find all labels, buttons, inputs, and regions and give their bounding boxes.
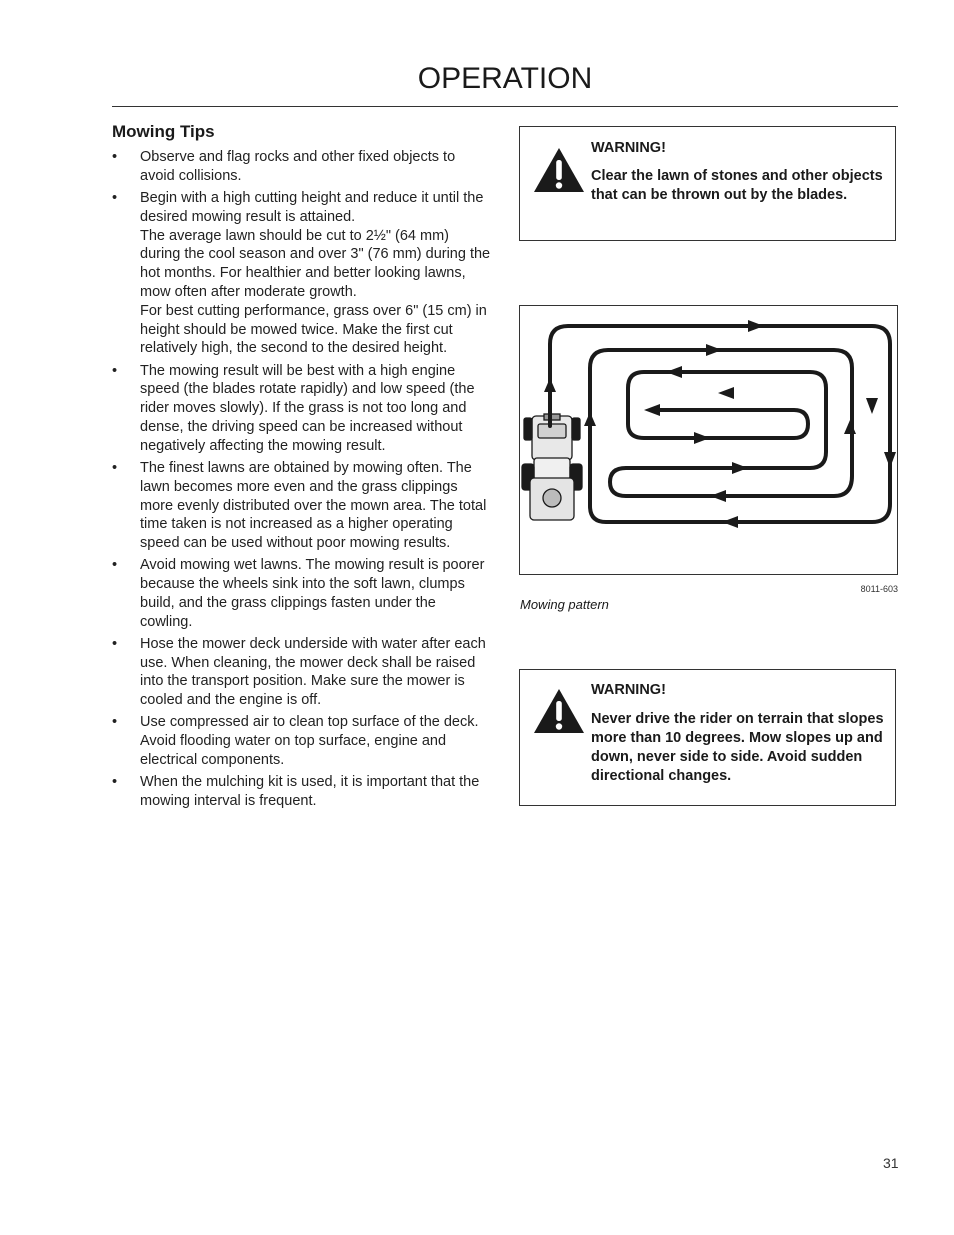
list-item: [112, 773, 492, 811]
bullet-icon: •: [112, 774, 118, 791]
arrow-left-icon: [710, 490, 726, 502]
bullet-icon: •: [112, 362, 118, 379]
arrow-down-icon: [866, 398, 878, 414]
header-divider: [112, 106, 898, 107]
list-item-text: Observe and flag rocks and other fixed objects to avoid collisions.: [140, 149, 456, 184]
bullet-icon: •: [112, 557, 118, 574]
list-item-text: For best cutting performance, grass over 6" (15 cm) in height should be mowed twice. Make the first cut relatively high, the second to the desired height.: [140, 302, 487, 357]
figure-caption: Mowing pattern: [520, 597, 609, 612]
warning-box-slopes: [519, 669, 896, 806]
mowing-pattern-diagram: [520, 306, 896, 573]
section-title: Mowing Tips: [112, 122, 215, 141]
warning-box-stones: [519, 126, 896, 241]
list-item-text: The mowing result will be best with a high engine speed (the blades rotate rapidly) and low speed (the rider moves slowly). If the grass is not too long and dense, the driving speed can be increased without negatively affecting the mowing result.: [140, 362, 475, 454]
bullet-icon: •: [112, 635, 118, 652]
arrow-up-icon: [584, 412, 596, 426]
arrow-left-icon: [718, 387, 734, 399]
page-header: [112, 62, 898, 96]
warning-text: Never drive the rider on terrain that slopes more than 10 degrees. Mow slopes up and down, never side to side. Avoid sudden directional changes.: [591, 711, 884, 784]
bullet-icon: •: [112, 149, 118, 165]
list-item-text: Avoid mowing wet lawns. The mowing result is poorer because the wheels sink into the soft lawn, clumps build, and the grass clippings fasten under the cowling.: [140, 557, 485, 630]
arrow-right-icon: [694, 432, 710, 444]
bullet-icon: •: [112, 189, 118, 206]
arrow-down-icon: [884, 452, 896, 468]
arrow-left-icon: [722, 516, 738, 528]
warning-triangle-icon: [533, 688, 585, 734]
arrow-right-icon: [706, 344, 722, 356]
mowing-pattern-figure: [519, 305, 898, 575]
arrow-left-icon: [644, 404, 660, 416]
riding-mower-icon: [522, 414, 582, 520]
list-item-text: Hose the mower deck underside with water after each use. When cleaning, the mower deck shall be raised into the transport position. Make sure the mower is cooled and the engine is off.: [140, 635, 486, 709]
list-item: [112, 189, 492, 358]
warning-text: Clear the lawn of stones and other objects that can be thrown out by the blades.: [591, 168, 883, 203]
figure-code: 8011-603: [860, 584, 898, 594]
list-item-text: When the mulching kit is used, it is important that the mowing interval is frequent.: [140, 774, 480, 810]
list-item: [112, 362, 492, 456]
arrow-up-icon: [544, 378, 556, 392]
list-item-text: Begin with a high cutting height and reduce it until the desired mowing result is attained.: [140, 189, 484, 225]
page-title: OPERATION: [417, 62, 593, 95]
warning-triangle-icon: [533, 147, 585, 193]
tips-list: [112, 148, 492, 811]
warning-title: WARNING!: [591, 140, 666, 156]
warning-title: WARNING!: [591, 682, 666, 698]
bullet-icon: •: [112, 459, 118, 476]
list-item: [112, 713, 492, 769]
list-item: [112, 459, 492, 553]
list-item: [112, 556, 492, 631]
list-item: [112, 148, 492, 186]
list-item-text: The average lawn should be cut to 2½" (64 mm) during the cool season and over 3" (76 mm) during the hot months. For healthier and better looking lawns, mow often after moderate growth.: [140, 227, 491, 300]
arrow-right-icon: [732, 462, 748, 474]
bullet-icon: •: [112, 714, 118, 731]
arrow-up-icon: [844, 420, 856, 434]
list-item-text: Use compressed air to clean top surface of the deck. Avoid flooding water on top surface, engine and electrical components.: [140, 714, 479, 769]
arrow-right-icon: [748, 320, 764, 332]
page-number: 31: [883, 1155, 899, 1171]
list-item-text: The finest lawns are obtained by mowing often. The lawn becomes more even and the grass clippings more evenly distributed over the mown area. The total time taken is not increased as a higher operating speed can be used without poor mowing results.: [140, 459, 487, 552]
arrow-left-icon: [666, 366, 682, 378]
list-item: [112, 635, 492, 710]
mowing-tips-section: [112, 122, 492, 814]
